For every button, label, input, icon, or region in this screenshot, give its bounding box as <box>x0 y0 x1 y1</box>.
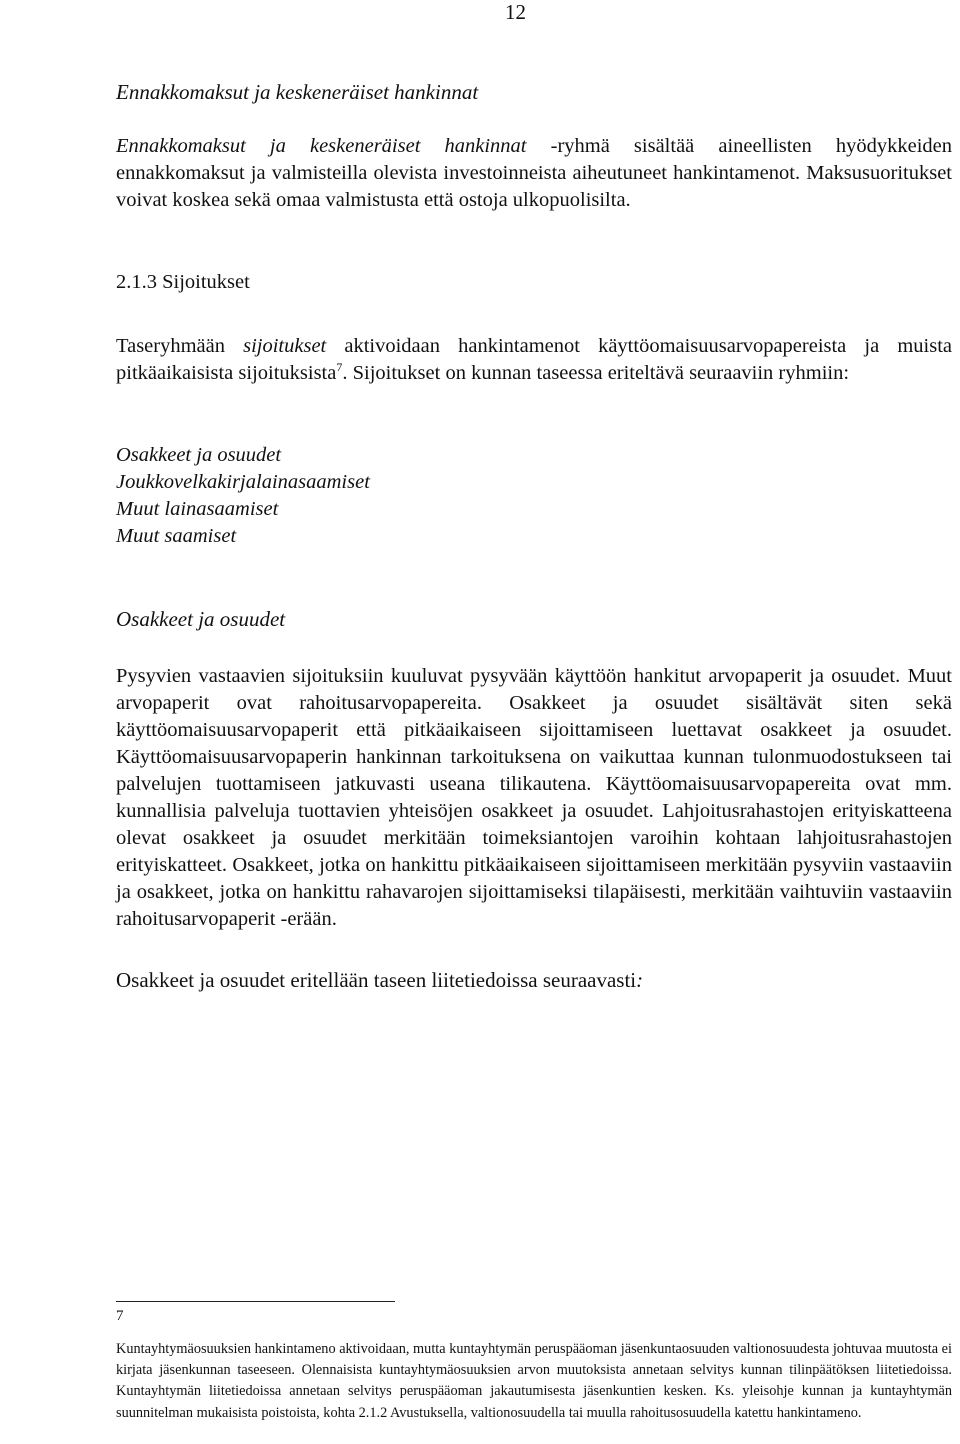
footnote-number: 7 <box>116 1308 124 1324</box>
sijoitukset-text-start: Taseryhmään <box>116 335 244 357</box>
page-number: 12 <box>505 0 526 24</box>
sijoitukset-group-list <box>116 442 370 550</box>
sijoitukset-term: sijoitukset <box>243 335 327 357</box>
section-heading-ennakkomaksut: Ennakkomaksut ja keskeneräiset hankinnat <box>116 80 479 104</box>
list-item: Muut lainasaamiset <box>116 498 279 520</box>
list-item: Muut saamiset <box>116 525 237 547</box>
footnote-text: Kuntayhtymäosuuksien hankintameno aktivoidaan, mutta kuntayhtymän peruspääoman jäsenkuntaosuuden valtionosuudesta johtuvaa muutosta ei kirjata jäsenkunnan taseeseen. Olennaisista kuntayhtymäosuuksien arvon muutoksista annetaan selvitys kunnan tilinpäätöksen liitetiedoissa. Kuntayhtymän liitetiedoissa annetaan selvitys peruspääoman jakautumisesta jäsenkuntien kesken. Ks. yleisohje kunnan ja kuntayhtymän suunnitelman mukaisista poistoista, kohta 2.1.2 Avustuksella, valtionosuudella tai muulla rahoitusosuudella katettu hankintameno. <box>116 1341 952 1421</box>
footnote-divider <box>116 1301 395 1302</box>
list-item: Joukkovelkakirjalainasaamiset <box>116 471 370 493</box>
sijoitukset-text-mid: aktivoidaan hankintamenot käyttöomaisuusarvopapereista ja muista pitkäaikaisista sijoituksista <box>116 335 952 384</box>
list-item: Osakkeet ja osuudet <box>116 444 282 466</box>
ennakkomaksut-paragraph <box>116 133 952 214</box>
sijoitukset-paragraph <box>116 333 952 387</box>
sijoitukset-text-end: . Sijoitukset on kunnan taseessa eriteltävä seuraaviin ryhmiin: <box>342 362 850 384</box>
closing-text: Osakkeet ja osuudet eritellään taseen liitetiedoissa seuraavasti <box>116 968 637 992</box>
osakkeet-closing-line <box>116 968 643 993</box>
footnote-reference[interactable]: 7 <box>336 360 343 375</box>
section-heading-osakkeet: Osakkeet ja osuudet <box>116 607 286 631</box>
section-heading-sijoitukset: 2.1.3 Sijoitukset <box>116 271 250 293</box>
ennakkomaksut-body: -ryhmä sisältää aineellisten hyödykkeiden ennakkomaksut ja valmisteilla olevista investoinneista aiheutuneet hankintamenot. Maksusuoritukset voivat koskea sekä omaa valmistusta että ostoja ulkopuolisilta. <box>116 135 952 211</box>
ennakkomaksut-term: Ennakkomaksut ja keskeneräiset hankinnat <box>116 135 527 157</box>
osakkeet-paragraph: Pysyvien vastaavien sijoituksiin kuuluvat pysyvään käyttöön hankitut arvopaperit ja osuudet. Muut arvopaperit ovat rahoitusarvopapereita. Osakkeet ja osuudet sisältävät siten sekä käyttöomaisuusarvopaperit että pitkäaikaiseen sijoittamiseen luettavat osakkeet ja osuudet. Käyttöomaisuusarvopaperin hankinnan tarkoituksena on vaikuttaa kunnan tulonmuodostukseen tai palvelujen tuottamiseen jatkuvasti useana tilikautena. Käyttöomaisuusarvopapereita ovat mm. kunnallisia palveluja tuottavien yhteisöjen osakkeet ja osuudet. Lahjoitusrahastojen erityiskatteena olevat osakkeet ja osuudet merkitään toimeksiantojen varoihin kohtaan lahjoitusrahastojen erityiskatteet. Osakkeet, jotka on hankittu pitkäaikaiseen sijoittamiseen merkitään pysyviin vastaaviin ja osakkeet, jotka on hankittu rahavarojen sijoittamiseksi tilapäisesti, merkitään vaihtuviin vastaaviin rahoitusarvopaperit -erään. <box>116 665 952 930</box>
closing-colon: : <box>636 968 644 992</box>
